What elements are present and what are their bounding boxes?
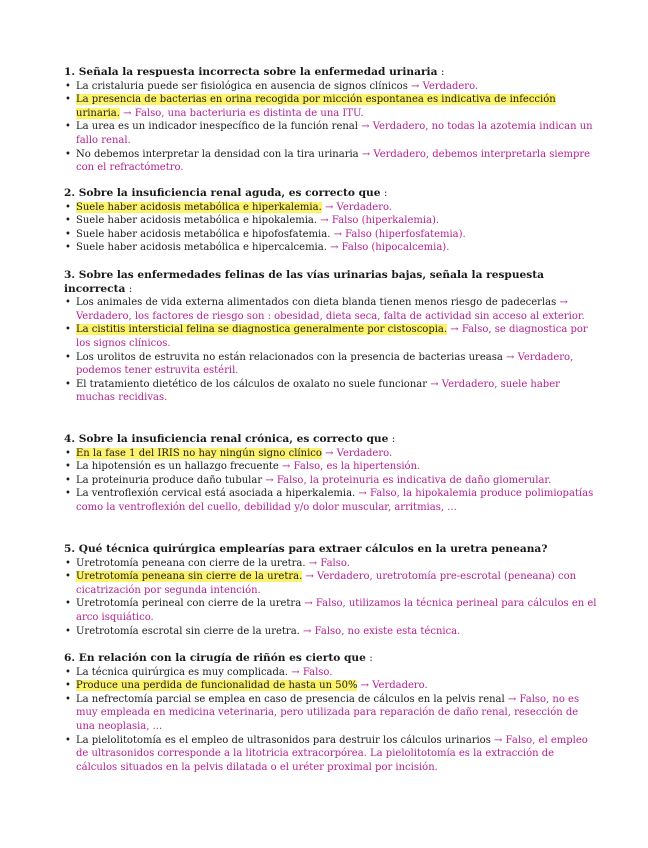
- list-item: [64, 557, 598, 571]
- arrow-icon: →: [282, 461, 291, 473]
- question-title-text: 5. Qué técnica quirúrgica emplearías para extraer cálculos en la uretra peneana?: [64, 543, 548, 555]
- answer-text: Falso, no es muy empleada en medicina veterinaria, pero utilizada para reparación de daño renal, resección de una neoplasia, ...: [76, 693, 580, 732]
- list-item: [64, 351, 598, 378]
- answer: [123, 108, 364, 119]
- answer-text: Falso (hiperfosfatemia).: [345, 228, 466, 240]
- arrow-icon: →: [308, 557, 318, 569]
- answer-text: Falso, la hipokalemia produce polimiopatías como la ventroflexión del cuello, debilidad y/o dolor muscular, arritmias, ...: [76, 488, 594, 513]
- statement-highlighted: Uretrotomía peneana sin cierre de la uretra.: [76, 571, 303, 583]
- statement: La cristaluria puede ser fisiológica en ausencia de signos clínicos: [76, 80, 408, 92]
- question-6: [64, 652, 598, 774]
- statement-highlighted: En la fase 1 del IRIS no hay ningún signo clínico: [76, 447, 322, 459]
- answer-text: Falso, la proteinuria es indicativa de daño glomerular.: [276, 474, 552, 486]
- statement: Suele haber acidosis metabólica e hipofosfatemia.: [76, 228, 331, 240]
- arrow-icon: →: [330, 242, 339, 254]
- answer: [282, 461, 420, 472]
- answer-text: Falso, se diagnostica por los signos clínicos.: [76, 324, 588, 349]
- statement-highlighted: Produce una perdida de funcionalidad de hasta un 50%: [76, 680, 358, 692]
- question-title: [64, 543, 598, 557]
- statement: Los urolitos de estruvita no están relacionados con la presencia de bacterias ureasa: [76, 351, 503, 363]
- statement: No debemos interpretar la densidad con la tira urinaria: [76, 148, 359, 160]
- answer-list: [64, 201, 598, 255]
- arrow-icon: →: [333, 228, 342, 240]
- question-3: [64, 269, 598, 405]
- answer-list: [64, 80, 598, 175]
- answer: [325, 202, 392, 213]
- answer-text: Verdadero, podemos tener estruvita estéril.: [76, 351, 574, 377]
- answer-text: Falso, el empleo de ultrasonidos corresponde a la litotricia extracorpórea. La pielolitotomía es la extracción de cálculos situados en la pelvis dilatada o el uréter proximal por incisión.: [76, 734, 588, 773]
- arrow-icon: →: [361, 148, 371, 160]
- statement: Suele haber acidosis metabólica e hipercalcemia.: [76, 242, 327, 254]
- statement-highlighted: Suele haber acidosis metabólica e hiperkalemia.: [76, 201, 322, 213]
- statement-highlighted: La cistitis intersticial felina se diagnostica generalmente por cistoscopia.: [76, 324, 448, 336]
- answer: [361, 680, 428, 691]
- arrow-icon: →: [360, 680, 370, 692]
- statement: La proteinuria produce daño tubular: [76, 474, 263, 486]
- arrow-icon: →: [411, 80, 420, 92]
- arrow-icon: →: [324, 201, 334, 213]
- answer-list: [64, 296, 598, 405]
- arrow-icon: →: [494, 734, 503, 746]
- arrow-icon: →: [303, 625, 312, 637]
- answer: [291, 667, 332, 678]
- statement: La urea es un indicador inespecífico de la función renal: [76, 121, 358, 133]
- list-item: [64, 679, 598, 693]
- answer: [309, 558, 350, 569]
- answer: [334, 229, 466, 240]
- answer-text: Falso, es la hipertensión.: [293, 461, 421, 473]
- list-item: [64, 296, 598, 323]
- answer-text: Falso, no existe esta técnica.: [314, 625, 461, 637]
- answer: [265, 475, 551, 486]
- list-item: [64, 323, 598, 350]
- list-item: [64, 597, 598, 624]
- list-item: [64, 378, 598, 405]
- answer-text: Verdadero.: [336, 201, 393, 213]
- arrow-icon: →: [450, 324, 459, 336]
- statement: El tratamiento dietético de los cálculos de oxalato no suele funcionar: [76, 378, 428, 390]
- question-title-text: 3. Sobre las enfermedades felinas de las vías urinarias bajas, señala la respuesta incorrecta: [64, 269, 544, 295]
- statement: Los animales de vida externa alimentados con dieta blanda tienen menos riesgo de padecerlas: [76, 297, 557, 309]
- question-5: [64, 543, 598, 638]
- answer-text: Falso.: [320, 557, 350, 569]
- arrow-icon: →: [430, 378, 439, 390]
- arrow-icon: →: [320, 215, 329, 227]
- list-item: [64, 487, 598, 514]
- title-colon: :: [380, 187, 388, 199]
- answer-list: [64, 557, 598, 639]
- answer-text: Verdadero, no todas la azotemia indican un fallo renal.: [76, 121, 593, 146]
- question-title: [64, 652, 598, 666]
- arrow-icon: →: [559, 297, 568, 309]
- question-title: [64, 269, 598, 296]
- statement: La ventroflexión cervical está asociada a hiperkalemia.: [76, 488, 356, 500]
- arrow-icon: →: [361, 121, 370, 133]
- question-title-text: 4. Sobre la insuficiencia renal crónica, es correcto que: [64, 433, 389, 445]
- question-title: [64, 187, 598, 201]
- question-title-text: 1. Señala la respuesta incorrecta sobre la enfermedad urinaria: [64, 66, 438, 78]
- list-item: [64, 241, 598, 255]
- question-4: [64, 433, 598, 515]
- question-1: [64, 66, 598, 175]
- question-title: [64, 66, 598, 80]
- list-item: [64, 214, 598, 228]
- answer-text: Verdadero, los factores de riesgo son : obesidad, dieta seca, falta de actividad sin acceso al exterior.: [76, 310, 585, 322]
- list-item: [64, 80, 598, 94]
- list-item: [64, 570, 598, 597]
- list-item: [64, 447, 598, 461]
- arrow-icon: →: [291, 666, 300, 678]
- list-item: [64, 460, 598, 474]
- answer: [330, 242, 449, 253]
- list-item: [64, 148, 598, 175]
- question-title: [64, 433, 598, 447]
- list-item: [64, 93, 598, 120]
- answer-text: Verdadero, suele haber muchas recidivas.: [76, 378, 560, 404]
- arrow-icon: →: [265, 474, 274, 486]
- title-colon: :: [125, 282, 133, 295]
- list-item: [64, 734, 598, 775]
- title-colon: :: [437, 66, 445, 78]
- statement: Uretrotomía perineal con cierre de la uretra: [76, 598, 302, 610]
- answer: [411, 81, 478, 92]
- statement: Suele haber acidosis metabólica e hipokalemia.: [76, 215, 318, 227]
- answer-text: Verdadero.: [336, 447, 393, 459]
- list-item: [64, 228, 598, 242]
- list-item: [64, 120, 598, 147]
- answer: [303, 626, 460, 637]
- answer-text: Falso, una bacteriuria es distinta de una ITU.: [134, 107, 364, 119]
- statement: Uretrotomía peneana con cierre de la uretra.: [76, 557, 306, 569]
- arrow-icon: →: [506, 351, 515, 363]
- arrow-icon: →: [507, 693, 517, 705]
- statement-highlighted: La presencia de bacterias en orina recogida por micción espontanea es indicativa de infección urinaria.: [76, 94, 556, 119]
- list-item: [64, 201, 598, 215]
- question-2: [64, 187, 598, 255]
- statement: La hipotensión es un hallazgo frecuente: [76, 461, 279, 473]
- arrow-icon: →: [358, 488, 367, 500]
- statement: Uretrotomía escrotal sin cierre de la uretra.: [76, 625, 300, 637]
- answer-text: Falso.: [302, 666, 333, 678]
- list-item: [64, 693, 598, 734]
- statement: La pielolitotomía es el empleo de ultrasonidos para destruir los cálculos urinarios: [76, 734, 491, 746]
- question-title-text: 2. Sobre la insuficiencia renal aguda, es correcto que: [64, 187, 381, 199]
- statement: La nefrectomía parcial se emplea en caso de presencia de cálculos en la pelvis renal: [76, 693, 505, 705]
- arrow-icon: →: [325, 447, 334, 459]
- statement: La técnica quirúrgica es muy complicada.: [76, 666, 289, 678]
- title-colon: :: [388, 433, 396, 445]
- answer-list: [64, 666, 598, 775]
- answer-text: Falso (hipocalcemia).: [341, 242, 450, 254]
- answer: [320, 215, 439, 226]
- answer-text: Verdadero.: [372, 680, 428, 692]
- question-title-text: 6. En relación con la cirugía de riñón es cierto que: [64, 652, 366, 664]
- arrow-icon: →: [123, 107, 132, 119]
- list-item: [64, 666, 598, 680]
- list-item: [64, 474, 598, 488]
- answer-text: Verdadero, debemos interpretarla siempre con el refractómetro.: [76, 148, 591, 174]
- answer-text: Falso, utilizamos la técnica perineal para cálculos en el arco isquiático.: [76, 598, 597, 623]
- answer-text: Verdadero.: [422, 80, 479, 92]
- arrow-icon: →: [304, 598, 313, 610]
- answer-text: Verdadero, uretrotomía pre-escrotal (peneana) con cicatrización por segunda intención.: [76, 571, 577, 596]
- answer-text: Falso (hiperkalemia).: [331, 215, 440, 227]
- arrow-icon: →: [305, 571, 314, 583]
- list-item: [64, 625, 598, 639]
- title-colon: :: [365, 652, 373, 664]
- answer-list: [64, 447, 598, 515]
- answer: [325, 448, 392, 459]
